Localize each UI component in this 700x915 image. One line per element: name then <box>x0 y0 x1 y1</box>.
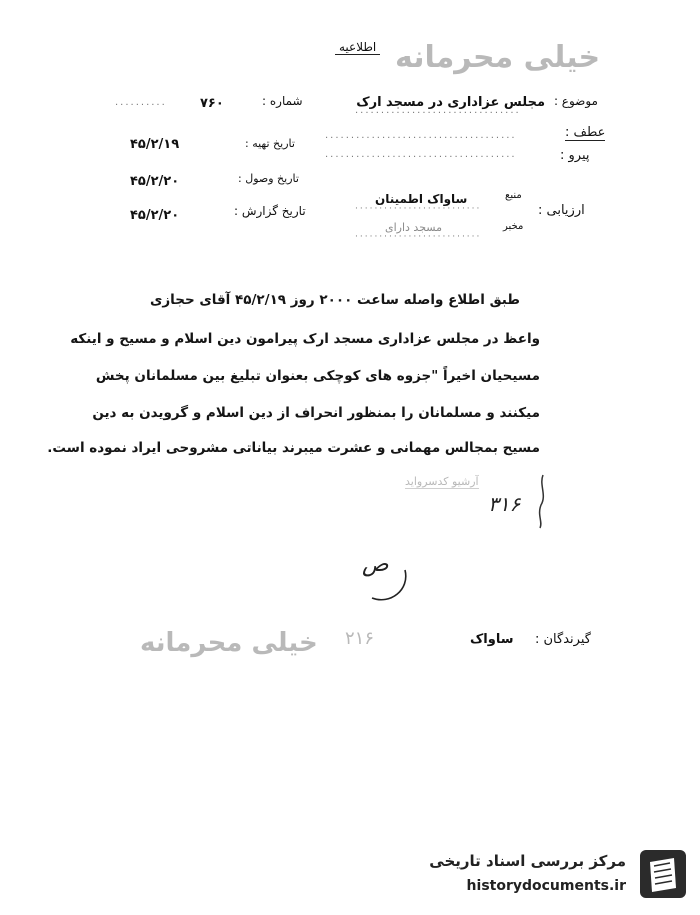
recipients-value: ساواک <box>470 632 514 647</box>
date-prep-label: تاریخ تهیه : <box>245 137 295 150</box>
archive-logo-icon <box>638 848 688 900</box>
body-line-4: میکنند و مسلمانان را بمنظور انحراف از دین اسلام و گرویدن به دین <box>92 405 540 421</box>
date-report-value: ۴۵/۲/۲۰ <box>130 208 180 223</box>
date-prep-value: ۴۵/۲/۱۹ <box>130 137 180 152</box>
stamp-label: اطلاعیه <box>335 40 380 55</box>
faint-stamp-top: خیلی محرمانه <box>395 40 601 75</box>
signature-stroke <box>360 560 420 610</box>
recipients-label: گیرندگان : <box>535 632 591 647</box>
handwritten-number: ۳۱۶ <box>488 492 521 516</box>
informant-label: مخبر <box>503 221 524 232</box>
handwritten-initials: ص <box>362 552 389 577</box>
follow-dotted-line: ····································· <box>325 152 517 163</box>
ref-label: عطف : <box>565 125 606 140</box>
watermark-org-name: مرکز بررسی اسناد تاریخی <box>429 852 626 870</box>
number-value: ۷۶۰ <box>200 96 224 111</box>
informant-dotted-line: ·························· <box>355 232 482 242</box>
number-label: شماره : <box>262 94 303 108</box>
watermark-url: historydocuments.ir <box>466 878 626 894</box>
recipients-faint-number: ۲۱۶ <box>345 628 375 649</box>
subject-dotted-line: ································ <box>355 108 521 119</box>
subject-value: مجلس عزاداری در مسجد ارک <box>356 95 545 110</box>
handwritten-mark <box>525 470 555 530</box>
date-recv-value: ۴۵/۲/۲۰ <box>130 174 180 189</box>
subject-label: موضوع : <box>553 94 598 108</box>
recipients-faint-stamp: خیلی محرمانه <box>140 628 318 658</box>
date-recv-label: تاریخ وصول : <box>238 172 299 185</box>
body-line-1: طبق اطلاع واصله ساعت ۲۰۰۰ روز ۴۵/۲/۱۹ آقای حجازی <box>150 292 520 308</box>
handwritten-note: آرشیو کدسرواید <box>405 475 479 488</box>
source-value: ساواک اطمینان <box>375 192 468 206</box>
number-dots: ·········· <box>115 100 167 111</box>
follow-label: پیرو : <box>560 148 590 163</box>
eval-label: ارزیابی : <box>538 203 585 218</box>
body-line-3: مسیحیان اخیراً "جزوه های کوچکی بعنوان تبلیغ بین مسلمانان پخش <box>95 368 540 384</box>
source-label: منبع <box>505 190 522 201</box>
source-dotted-line: ·························· <box>355 204 482 214</box>
ref-dotted-line: ····································· <box>325 133 517 144</box>
informant-value: مسجد دارای <box>385 221 443 234</box>
body-line-5: مسیح بمجالس مهمانی و عشرت میبرند بیاناتی مشروحی ایراد نموده است. <box>47 440 540 456</box>
body-line-2: واعظ در مجلس عزاداری مسجد ارک پیرامون دین اسلام و مسیح و اینکه <box>70 331 540 347</box>
date-report-label: تاریخ گزارش : <box>234 204 306 218</box>
watermark <box>418 838 698 908</box>
